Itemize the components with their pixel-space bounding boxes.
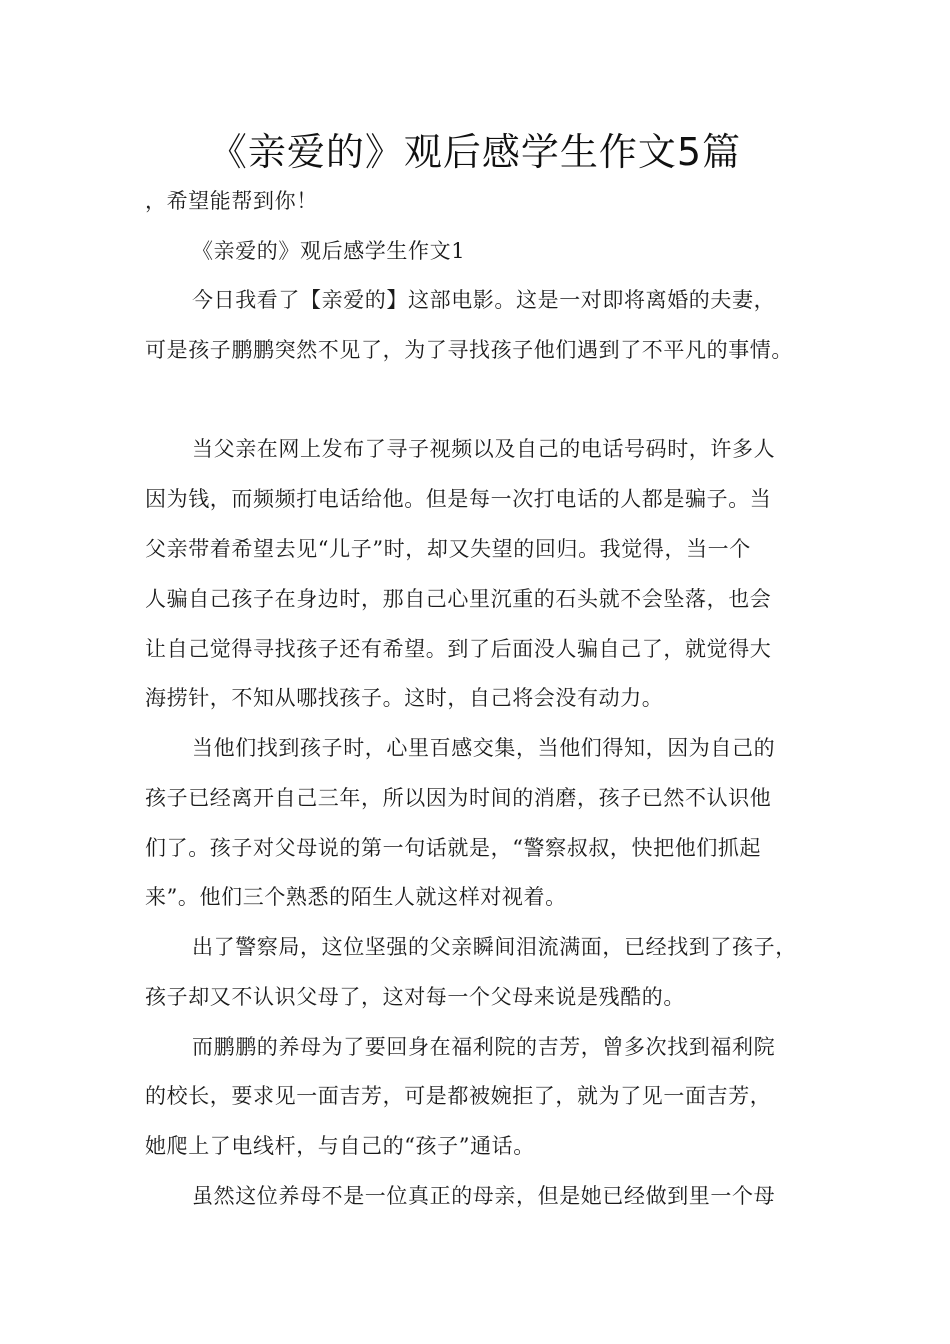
paragraph-line: 她爬上了电线杆，与自己的“孩子”通话。	[145, 1134, 535, 1158]
paragraph-line: 来”。他们三个熟悉的陌生人就这样对视着。	[145, 885, 567, 909]
paragraph-line: 可是孩子鹏鹏突然不见了，为了寻找孩子他们遇到了不平凡的事情。	[145, 338, 793, 362]
paragraph-line: 父亲带着希望去见“儿子”时，却又失望的回归。我觉得，当一个	[145, 537, 751, 561]
intro-line: ，希望能帮到你！	[145, 189, 318, 213]
paragraph-line: 出了警察局，这位坚强的父亲瞬间泪流满面，已经找到了孩子，	[192, 935, 797, 959]
paragraph-line: 当父亲在网上发布了寻子视频以及自己的电话号码时，许多人	[192, 437, 776, 461]
document-title: 《亲爱的》观后感学生作文5篇	[208, 130, 742, 174]
paragraph-line: 们了。孩子对父母说的第一句话就是，“警察叔叔，快把他们抓起	[145, 836, 762, 860]
paragraph-line: 孩子却又不认识父母了，这对每一个父母来说是残酷的。	[145, 985, 685, 1009]
essay-subtitle: 《亲爱的》观后感学生作文1	[192, 239, 466, 263]
paragraph-line: 人骗自己孩子在身边时，那自己心里沉重的石头就不会坠落，也会	[145, 587, 772, 611]
paragraph-line: 今日我看了【亲爱的】这部电影。这是一对即将离婚的夫妻，	[192, 288, 776, 312]
paragraph-line: 海捞针，不知从哪找孩子。这时，自己将会没有动力。	[145, 686, 664, 710]
paragraph-line: 让自己觉得寻找孩子还有希望。到了后面没人骗自己了，就觉得大	[145, 637, 772, 661]
paragraph-line: 的校长，要求见一面吉芳，可是都被婉拒了，就为了见一面吉芳，	[145, 1084, 772, 1108]
paragraph-line: 因为钱，而频频打电话给他。但是每一次打电话的人都是骗子。当	[145, 487, 772, 511]
paragraph-line: 而鹏鹏的养母为了要回身在福利院的吉芳，曾多次找到福利院	[192, 1035, 776, 1059]
paragraph-line: 孩子已经离开自己三年，所以因为时间的消磨，孩子已然不认识他	[145, 786, 772, 810]
paragraph-line: 虽然这位养母不是一位真正的母亲，但是她已经做到里一个母	[192, 1184, 776, 1208]
paragraph-line: 当他们找到孩子时，心里百感交集，当他们得知，因为自己的	[192, 736, 776, 760]
